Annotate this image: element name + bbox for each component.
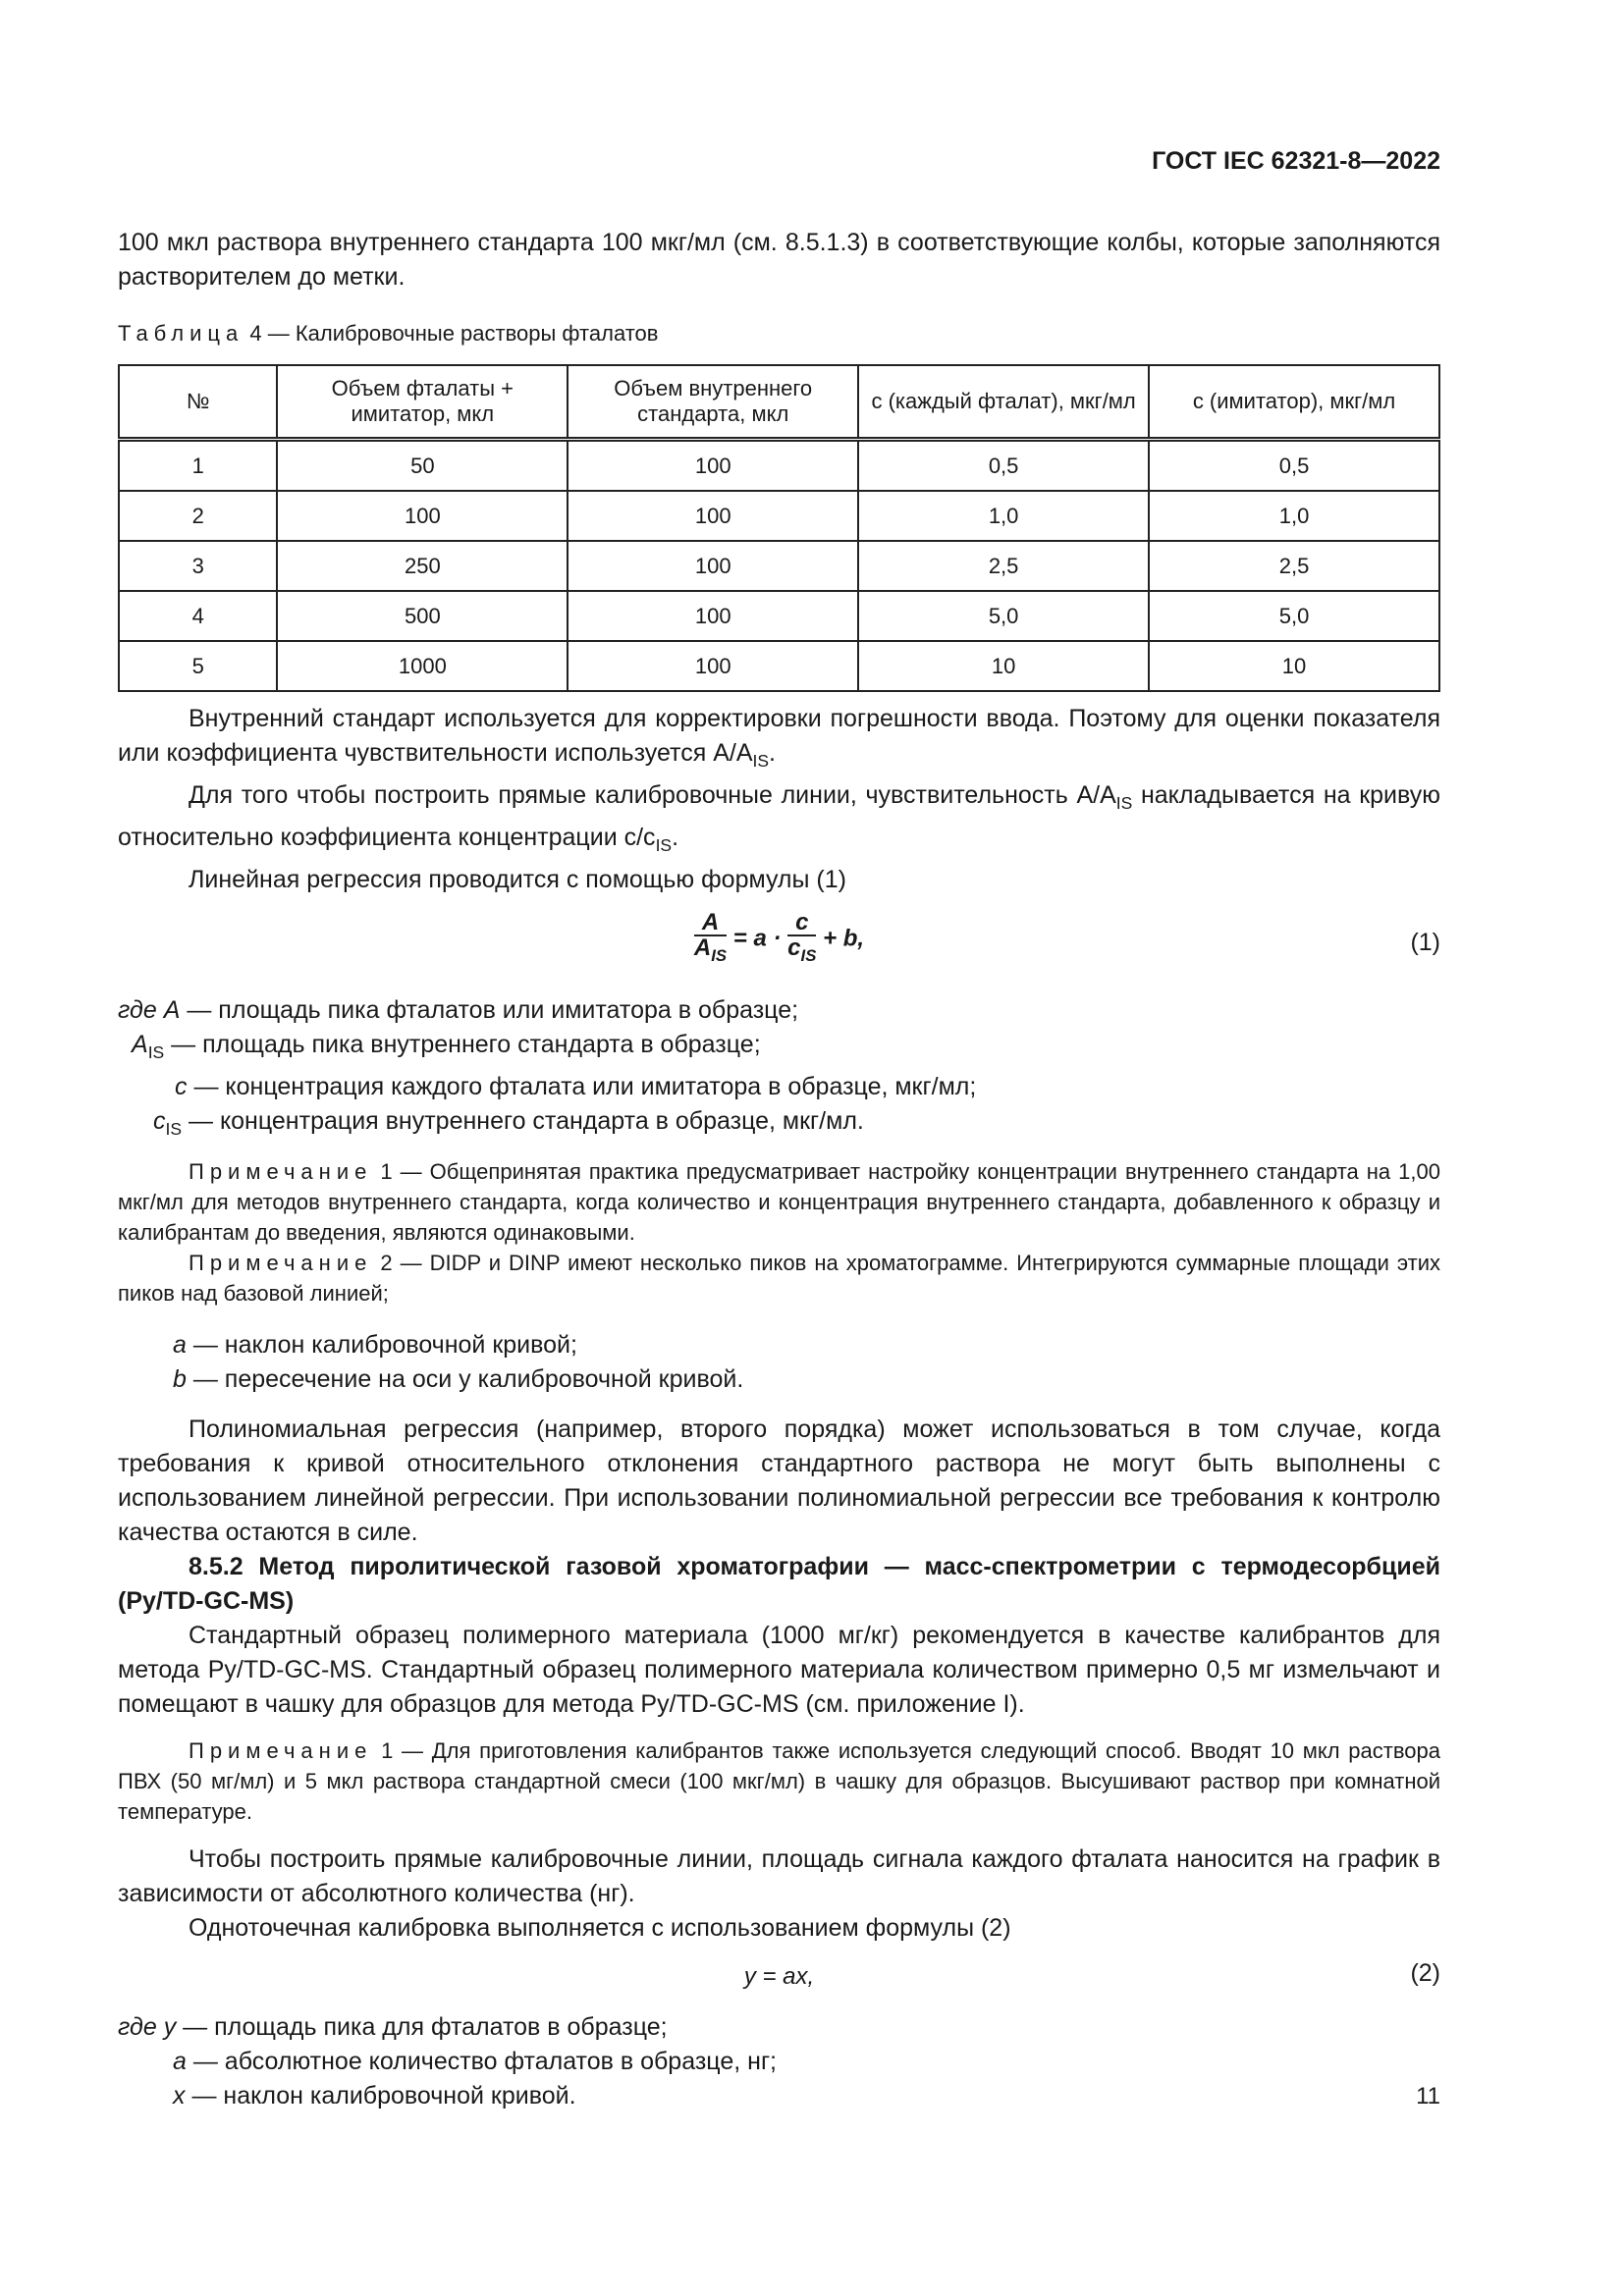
note-2: Примечание 2 — DIDP и DINP имеют несколько пиков на хроматограмме. Интегрируются суммарные площади этих пиков над базовой линией;	[118, 1251, 1440, 1306]
table-cell: 0,5	[1149, 440, 1439, 492]
table-row	[119, 541, 1439, 591]
definitions-3: где y — площадь пика для фталатов в образце; a — абсолютное количество фталатов в образце, нг; x — наклон калибровочной кривой.	[118, 2013, 778, 2109]
table-cell: 4	[119, 591, 277, 641]
note-3: Примечание 1 — Для приготовления калибрантов также используется следующий способ. Вводят 10 мкл раствора ПВХ (50 мг/мл) и 5 мкл раствора стандартной смеси (100 мкг/мл) в чашку для образцов. Высушивают раствор при комнатной температуре.	[118, 1738, 1440, 1824]
page-number: 11	[1416, 2083, 1440, 2109]
header-cell: Объем фталаты + имитатор, мкл	[277, 365, 568, 440]
table-cell: 1,0	[858, 491, 1149, 541]
document-header: ГОСТ IEC 62321-8—2022	[1152, 147, 1440, 175]
table-cell: 10	[858, 641, 1149, 691]
table-cell: 5	[119, 641, 277, 691]
paragraph: Для того чтобы построить прямые калибровочные линии, чувствительность $A/A_{IS}$ накладывается на кривую относительно коэффициента концентрации $c/c_{IS}$.	[118, 781, 1440, 855]
paragraph: Полиномиальная регрессия (например, второго порядка) может использоваться в том случае, когда требования к кривой относительного отклонения стандартного раствора не могут быть выполнены с использованием линейной регрессии. При использовании полиномиальной регрессии все требования к контролю качества остаются в силе.	[118, 1415, 1440, 1546]
table-cell: 100	[277, 491, 568, 541]
table-cell: 0,5	[858, 440, 1149, 492]
table-cell: 100	[568, 491, 858, 541]
table-cell: 500	[277, 591, 568, 641]
formula-1: $\frac{A}{A_{IS}}$ = a · $\frac{c}{c_{IS}}$ + b, (1)	[693, 909, 1440, 965]
intro-paragraph: 100 мкл раствора внутреннего стандарта 100 мкг/мл (см. 8.5.1.3) в соответствующие колбы, которые заполняются растворителем до метки.	[118, 229, 1440, 291]
equation-number: (2)	[1410, 1959, 1440, 1987]
table-cell: 3	[119, 541, 277, 591]
paragraph: Внутренний стандарт используется для корректировки погрешности ввода. Поэтому для оценки показателя или коэффициента чувствительности используется $A/A_{IS}$.	[118, 705, 1440, 771]
header-cell: c (имитатор), мкг/мл	[1149, 365, 1439, 440]
header-cell: Объем внутреннего стандарта, мкл	[568, 365, 858, 440]
calibration-table	[118, 364, 1440, 692]
formula-2: y = ax, (2)	[743, 1959, 1440, 1990]
section-heading: 8.5.2 Метод пиролитической газовой хроматографии — масс-спектрометрии с термодесорбцией (Py/TD-GC-MS)	[118, 1553, 1440, 1615]
paragraph: Чтобы построить прямые калибровочные линии, площадь сигнала каждого фталата наносится на график в зависимости от абсолютного количества (нг).	[118, 1845, 1440, 1907]
table-cell: 2	[119, 491, 277, 541]
table-cell: 1	[119, 440, 277, 492]
table-caption: Таблица 4 — Калибровочные растворы фталатов	[118, 321, 659, 346]
table-cell: 2,5	[858, 541, 1149, 591]
body-text	[118, 702, 1440, 2113]
table-cell: 100	[568, 591, 858, 641]
header-cell: c (каждый фталат), мкг/мл	[858, 365, 1149, 440]
table-row	[119, 440, 1439, 492]
table-row	[119, 591, 1439, 641]
table-cell: 1000	[277, 641, 568, 691]
table-cell: 100	[568, 440, 858, 492]
table-row	[119, 491, 1439, 541]
table-cell: 100	[568, 641, 858, 691]
header-cell: №	[119, 365, 277, 440]
paragraph: Линейная регрессия проводится с помощью формулы (1)	[189, 866, 846, 893]
paragraph: Стандартный образец полимерного материала (1000 мг/кг) рекомендуется в качестве калибрантов для метода Py/TD-GC-MS. Стандартный образец полимерного материала количеством примерно 0,5 мг измельчают и помещают в чашку для образцов для метода Py/TD-GC-MS (см. приложение I).	[118, 1622, 1440, 1718]
table-cell: 2,5	[1149, 541, 1439, 591]
definitions-2: a — наклон калибровочной кривой; b — пересечение на оси y калибровочной кривой.	[173, 1331, 744, 1393]
table-cell: 250	[277, 541, 568, 591]
table-section	[118, 316, 1440, 692]
table-cell: 5,0	[858, 591, 1149, 641]
note-1: Примечание 1 — Общепринятая практика предусматривает настройку концентрации внутреннего стандарта на 1,00 мкг/мл для методов внутреннего стандарта, когда количество и концентрация внутреннего стандарта, добавленного к образцу и калибрантам до введения, являются одинаковыми.	[118, 1159, 1440, 1245]
table-cell: 50	[277, 440, 568, 492]
paragraph: Одноточечная калибровка выполняется с использованием формулы (2)	[189, 1914, 1011, 1942]
definitions-1: где A — площадь пика фталатов или имитатора в образце; $A_{IS}$ — площадь пика внутреннего стандарта в образце; c — концентрация каждого фталата или имитатора в образце, мкг/мл; $c_{IS}$ — концентрация внутреннего стандарта в образце, мкг/мл.	[118, 996, 977, 1139]
table-cell: 100	[568, 541, 858, 591]
table-header-row	[119, 365, 1439, 440]
table-cell: 10	[1149, 641, 1439, 691]
equation-number: (1)	[1410, 929, 1440, 956]
table-row	[119, 641, 1439, 691]
table-cell: 5,0	[1149, 591, 1439, 641]
table-cell: 1,0	[1149, 491, 1439, 541]
